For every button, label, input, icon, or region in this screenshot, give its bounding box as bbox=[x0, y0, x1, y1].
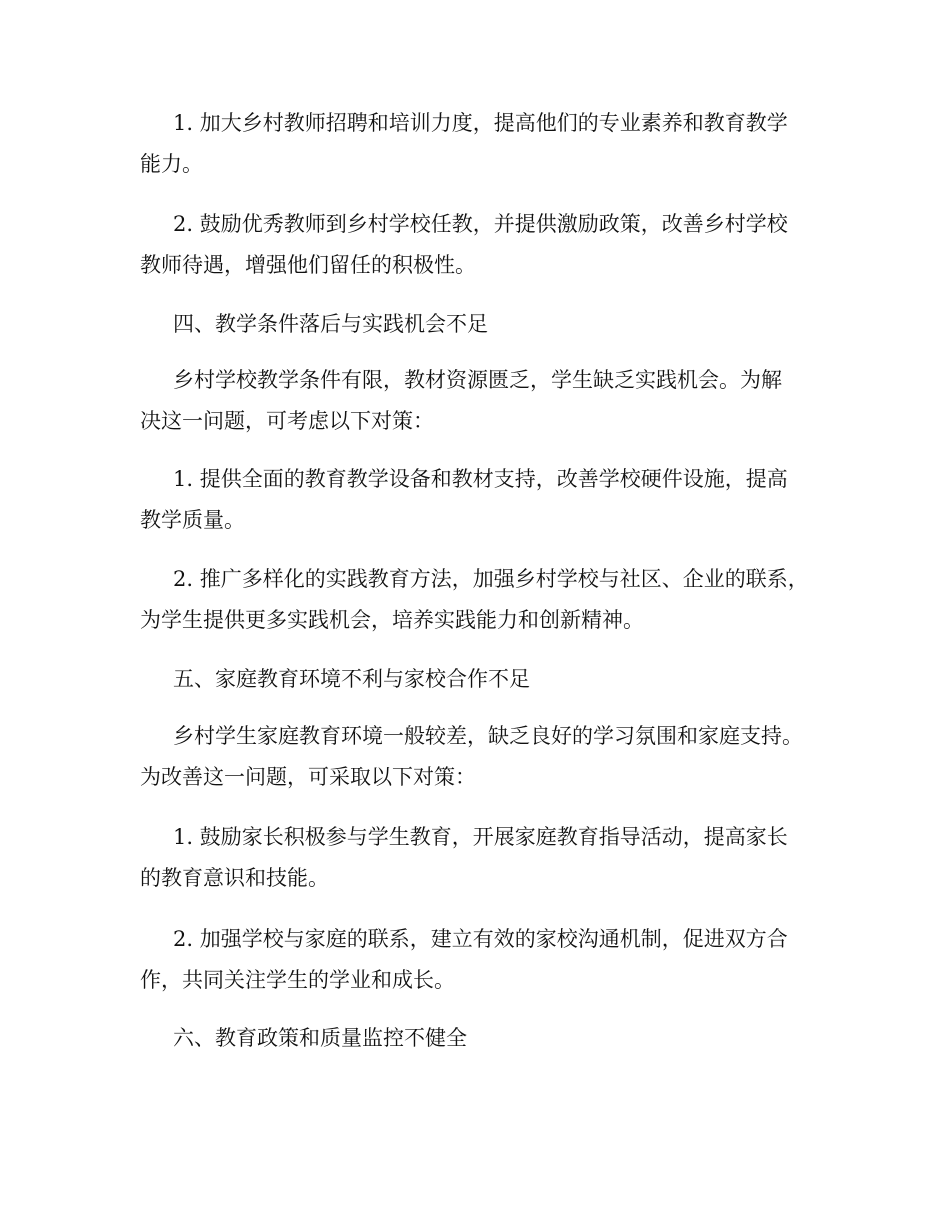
heading-text: 五、家庭教育环境不利与家校合作不足 bbox=[173, 667, 530, 691]
heading-text: 四、教学条件落后与实践机会不足 bbox=[173, 312, 488, 336]
paragraph-line: 2. 推广多样化的实践教育方法，加强乡村学校与社区、企业的联系， bbox=[173, 567, 809, 591]
paragraph-line: 2. 加强学校与家庭的联系，建立有效的家校沟通机制，促进双方合 bbox=[173, 927, 788, 951]
paragraph-line: 乡村学校教学条件有限，教材资源匮乏，学生缺乏实践机会。为解 bbox=[173, 368, 782, 392]
paragraph-line: 决这一问题，可考虑以下对策： bbox=[140, 409, 434, 433]
paragraph-line: 1. 加大乡村教师招聘和培训力度，提高他们的专业素养和教育教学 bbox=[173, 111, 788, 135]
paragraph-line: 1. 提供全面的教育教学设备和教材支持，改善学校硬件设施，提高 bbox=[173, 467, 788, 491]
paragraph-line: 乡村学生家庭教育环境一般较差，缺乏良好的学习氛围和家庭支持。 bbox=[173, 724, 803, 748]
paragraph-line: 为改善这一问题，可采取以下对策： bbox=[140, 765, 476, 789]
paragraph-line: 1. 鼓励家长积极参与学生教育，开展家庭教育指导活动，提高家长 bbox=[173, 825, 788, 849]
paragraph-line: 的教育意识和技能。 bbox=[140, 866, 329, 890]
paragraph-line: 教师待遇，增强他们留任的积极性。 bbox=[140, 253, 476, 277]
paragraph-line: 为学生提供更多实践机会，培养实践能力和创新精神。 bbox=[140, 608, 644, 632]
paragraph-line: 能力。 bbox=[140, 152, 203, 176]
paragraph-line: 2. 鼓励优秀教师到乡村学校任教，并提供激励政策，改善乡村学校 bbox=[173, 212, 788, 236]
paragraph-line: 作，共同关注学生的学业和成长。 bbox=[140, 968, 455, 992]
paragraph-line: 教学质量。 bbox=[140, 508, 245, 532]
heading-text: 六、教育政策和质量监控不健全 bbox=[173, 1026, 467, 1050]
